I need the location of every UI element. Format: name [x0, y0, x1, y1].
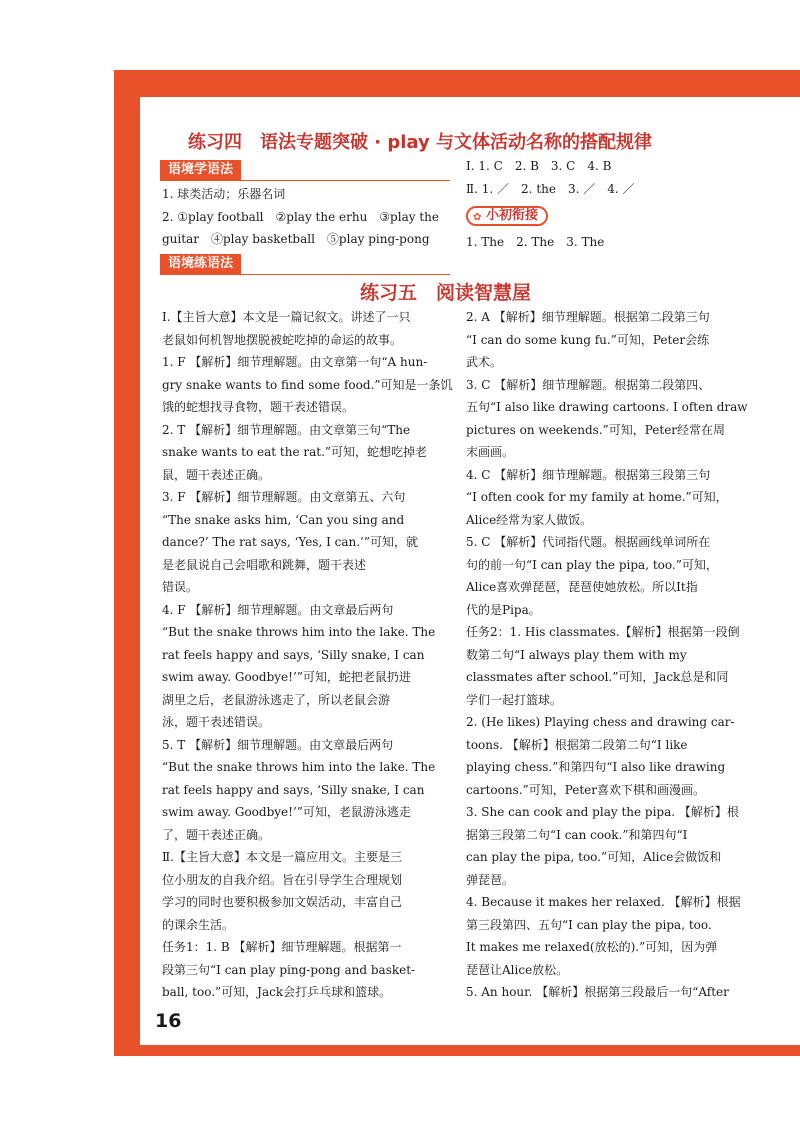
text-line: 鼠，题干表述正确。 [162, 467, 271, 482]
text-line: pictures on weekends.”可知，Peter经常在周 [466, 422, 726, 437]
text-line: 饿的蛇想找寻食物，题干表述错误。 [162, 400, 355, 414]
text-line: 末画画。 [466, 445, 515, 459]
text-line: 错误。 [162, 580, 199, 594]
text-line: Alice经常为家人做饭。 [466, 512, 593, 527]
text-line: 了，题干表述正确。 [162, 827, 271, 842]
text-line: can play the pipa, too.”可知，Alice会做饭和 [466, 850, 722, 864]
tag-underline [160, 180, 450, 181]
text-line: Ⅰ.【主旨大意】本文是一篇记叙文。讲述了一只 [162, 310, 411, 324]
text-line: guitar ④play basketball ⑤play ping-pong [162, 232, 430, 246]
tag-grammar-learn: 语境学语法 [160, 160, 241, 180]
section-4-right [466, 155, 756, 200]
text-line: 武术。 [466, 355, 503, 369]
text-line: 2. T 【解析】细节理解题。由文章第三句“The [162, 422, 411, 437]
text-line: 第三段第四、五句“I can play the pipa, too. [466, 917, 712, 932]
tag-bridge [466, 206, 548, 226]
text-line: rat feels happy and says, ‘Silly snake, I can [162, 647, 425, 662]
tag-underline [160, 274, 450, 275]
text-line: classmates after school.”可知，Jack总是和同 [466, 670, 729, 684]
text-line: playing chess.”和第四句“I also like drawing [466, 760, 726, 774]
text-line: rat feels happy and says, ‘Silly snake, I can [162, 782, 425, 797]
text-line: 句的前一句“I can play the pipa, too.”可知， [466, 557, 718, 572]
tag-grammar-practice: 语境练语法 [160, 254, 241, 274]
text-line: ball, too.”可知，Jack会打乒乓球和篮球。 [162, 985, 392, 999]
text-line: toons. 【解析】根据第二段第二句“I like [466, 737, 688, 752]
text-line: 任务1：1. B 【解析】细节理解题。根据第一 [162, 940, 402, 954]
text-line: 的课余生活。 [162, 917, 235, 932]
text-line: 1. The 2. The 3. The [466, 235, 605, 249]
text-line: 4. C 【解析】细节理解题。根据第三段第三句 [466, 467, 711, 482]
text-line: 1. 球类活动；乐器名词 [162, 187, 286, 201]
text-line: 3. C 【解析】细节理解题。根据第二段第四、 [466, 377, 711, 392]
text-line: It makes me relaxed(放松的).”可知，因为弹 [466, 940, 718, 954]
text-line: “But the snake throws him into the lake. The [162, 625, 436, 639]
text-line: “But the snake throws him into the lake. The [162, 760, 436, 774]
text-line: 代的是Pipa。 [466, 602, 541, 617]
text-line: 5. C 【解析】代词指代题。根据画线单词所在 [466, 535, 711, 549]
text-line: 4. F 【解析】细节理解题。由文章最后两句 [162, 602, 394, 617]
text-line: 1. F 【解析】细节理解题。由文章第一句“A hun- [162, 355, 428, 369]
text-line: Ⅱ.【主旨大意】本文是一篇应用文。主要是三 [162, 850, 402, 864]
text-line: 5. T 【解析】细节理解题。由文章最后两句 [162, 737, 394, 752]
text-line: dance?’ The rat says, ‘Yes, I can.’”可知，就 [162, 535, 419, 549]
text-line: 琵琶让Alice放松。 [466, 962, 569, 977]
text-line: 2. (He likes) Playing chess and drawing car- [466, 715, 735, 729]
text-line: 2. A 【解析】细节理解题。根据第二段第三句 [466, 310, 710, 324]
text-line: “The snake asks him, ‘Can you sing and [162, 512, 405, 527]
text-line: 3. F 【解析】细节理解题。由文章第五、六句 [162, 490, 406, 504]
star-icon: ✿ [473, 212, 482, 223]
text-line: 任务2：1. His classmates.【解析】根据第一段倒 [466, 625, 740, 639]
text-line: 泳，题干表述错误。 [162, 715, 271, 729]
section-5-right [466, 306, 758, 1004]
text-line: 4. Because it makes her relaxed. 【解析】根据 [466, 895, 741, 909]
section-4-title: 练习四 语法专题突破 · play 与文体活动名称的搭配规律 [188, 132, 653, 153]
text-line: “I often cook for my family at home.”可知， [466, 490, 728, 504]
page-number: 16 [155, 1010, 182, 1032]
text-line: 位小朋友的自我介绍。旨在引导学生合理规划 [162, 872, 403, 887]
text-line: 2. ①play football ②play the erhu ③play the [162, 209, 439, 224]
text-line: swim away. Goodbye!’”可知，蛇把老鼠扔进 [162, 670, 411, 684]
text-line: 3. She can cook and play the pipa. 【解析】根 [466, 805, 739, 819]
text-line: 五句“I also like drawing cartoons. I often draw [466, 400, 748, 414]
text-line: cartoons.”可知，Peter喜欢下棋和画漫画。 [466, 782, 706, 797]
section-4-left [162, 183, 454, 251]
tag-bridge-label: 小初衔接 [486, 208, 539, 223]
text-line: 学们一起打篮球。 [466, 692, 563, 707]
text-line: Ⅱ. 1. ／ 2. the 3. ／ 4. ／ [466, 181, 635, 196]
section-5-left [162, 306, 454, 1004]
text-line: 5. An hour. 【解析】根据第三段最后一句“After [466, 985, 729, 999]
section-5-title: 练习五 阅读智慧屋 [360, 282, 532, 304]
text-line: 段第三句“I can play ping-pong and basket- [162, 962, 416, 977]
text-line: 湖里之后，老鼠游泳逃走了，所以老鼠会游 [162, 692, 391, 707]
text-line: Alice喜欢弹琵琶，琵琶使她放松。所以It指 [466, 580, 698, 594]
text-line: 学习的同时也要积极参加文娱活动，丰富自己 [162, 895, 403, 909]
text-line: swim away. Goodbye!’”可知，老鼠游泳逃走 [162, 805, 411, 819]
text-line: “I can do some kung fu.”可知，Peter会练 [466, 332, 710, 347]
section-4-bridge [466, 231, 756, 254]
text-line: snake wants to eat the rat.”可知，蛇想吃掉老 [162, 445, 428, 459]
text-line: 弹琵琶。 [466, 872, 515, 887]
text-line: 据第三段第二句“I can cook.”和第四句“I [466, 827, 688, 842]
text-line: 是老鼠说自己会唱歌和跳舞，题干表述 [162, 557, 367, 572]
text-line: gry snake wants to find some food.”可知是一条饥 [162, 377, 453, 392]
text-line: 老鼠如何机智地摆脱被蛇吃掉的命运的故事。 [162, 332, 403, 347]
text-line: Ⅰ. 1. C 2. B 3. C 4. B [466, 159, 612, 173]
text-line: 数第二句“I always play them with my [466, 647, 687, 662]
